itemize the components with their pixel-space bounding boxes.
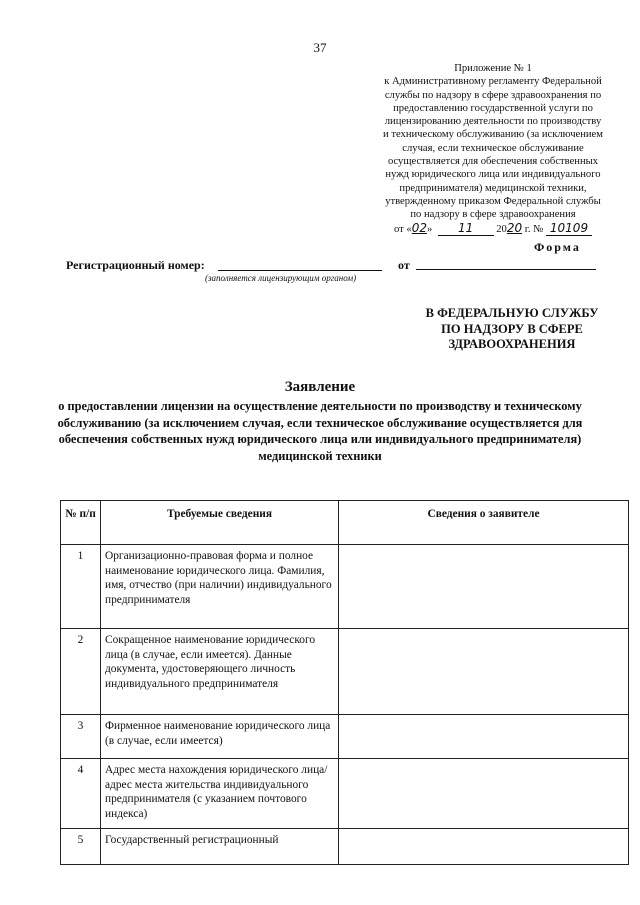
row-value-field[interactable] bbox=[339, 759, 629, 829]
addressee-line: В ФЕДЕРАЛЬНУЮ СЛУЖБУ bbox=[425, 306, 599, 320]
row-number: 1 bbox=[61, 545, 101, 629]
registration-note: (заполняется лицензирующим органом) bbox=[205, 273, 357, 283]
registration-number-label: Регистрационный номер: bbox=[66, 258, 205, 272]
appendix-line: службы по надзору в сфере здравоохранения по bbox=[384, 89, 602, 101]
table-header-row bbox=[61, 501, 629, 545]
date-day: 02 bbox=[411, 220, 427, 235]
appendix-line: Приложение № 1 bbox=[454, 63, 532, 74]
row-item: Фирменное наименование юридического лица (в случае, если имеется) bbox=[101, 715, 339, 759]
appendix-header bbox=[368, 62, 618, 236]
year-prefix: 20 bbox=[496, 223, 507, 235]
appendix-line: предоставлению государственной услуги по bbox=[393, 102, 593, 114]
document-subtitle: о предоставлении лицензии на осуществление деятельности по производству и техническому обслуживанию (за исключением случая, если техническое обслуживание осуществляется для обеспечения собственных нужд юридического лица или индивидуального предпринимателя) медицинской техники bbox=[57, 399, 583, 463]
registration-date-field[interactable] bbox=[416, 269, 596, 270]
addressee bbox=[396, 306, 628, 353]
table-row bbox=[61, 629, 629, 715]
row-number: 2 bbox=[61, 629, 101, 715]
table-row bbox=[61, 715, 629, 759]
date-month: 11 bbox=[438, 222, 494, 236]
page-number: 37 bbox=[313, 40, 327, 55]
row-value-field[interactable] bbox=[339, 715, 629, 759]
appendix-line: по надзору в сфере здравоохранения bbox=[410, 209, 576, 221]
appendix-line: предпринимателя) медицинской техники, bbox=[399, 182, 587, 194]
row-item: Адрес места нахождения юридического лица/адрес места жительства индивидуального предпринимателя (с указанием почтового индекса) bbox=[101, 759, 339, 829]
row-number: 4 bbox=[61, 759, 101, 829]
appendix-line: и техническому обслуживанию (за исключением bbox=[383, 129, 603, 141]
document-title: Заявление bbox=[284, 379, 356, 395]
requirements-table bbox=[60, 500, 629, 865]
appendix-line: к Административному регламенту Федеральной bbox=[384, 76, 602, 88]
appendix-line: осуществляется для обеспечения собственных bbox=[387, 156, 599, 168]
appendix-line: случая, если техническое обслуживание bbox=[402, 142, 584, 154]
row-item: Организационно-правовая форма и полное наименование юридического лица. Фамилия, имя, отчество (при наличии) индивидуального предпринимателя bbox=[101, 545, 339, 629]
row-value-field[interactable] bbox=[339, 829, 629, 865]
header-number: № п/п bbox=[61, 501, 101, 545]
appendix-line: утвержденному приказом Федеральной службы bbox=[385, 195, 601, 207]
date-mid: » bbox=[427, 223, 433, 235]
date-prefix: от « bbox=[393, 223, 412, 235]
appendix-line: нужд юридического лица или индивидуального bbox=[385, 169, 601, 181]
row-number: 3 bbox=[61, 715, 101, 759]
row-item: Сокращенное наименование юридического лица (в случае, если имеется). Данные документа, удостоверяющего личность индивидуального предпринимателя bbox=[101, 629, 339, 715]
order-number: 10109 bbox=[546, 222, 592, 236]
date-year: 20 bbox=[506, 220, 523, 235]
registration-number-field[interactable] bbox=[218, 270, 382, 271]
addressee-line: ЗДРАВООХРАНЕНИЯ bbox=[448, 337, 576, 351]
form-label: Форма bbox=[534, 240, 581, 254]
table-row bbox=[61, 759, 629, 829]
row-value-field[interactable] bbox=[339, 629, 629, 715]
row-number: 5 bbox=[61, 829, 101, 865]
table-row bbox=[61, 829, 629, 865]
row-item: Государственный регистрационный bbox=[101, 829, 339, 865]
registration-from-label: от bbox=[398, 258, 410, 272]
header-required-info: Требуемые сведения bbox=[101, 501, 339, 545]
row-value-field[interactable] bbox=[339, 545, 629, 629]
appendix-date-line bbox=[368, 222, 618, 236]
appendix-line: лицензированию деятельности по производству bbox=[384, 116, 602, 128]
header-applicant-info: Сведения о заявителе bbox=[339, 501, 629, 545]
table-row bbox=[61, 545, 629, 629]
number-prefix: г. № bbox=[524, 223, 544, 235]
addressee-line: ПО НАДЗОРУ В СФЕРЕ bbox=[441, 321, 583, 336]
